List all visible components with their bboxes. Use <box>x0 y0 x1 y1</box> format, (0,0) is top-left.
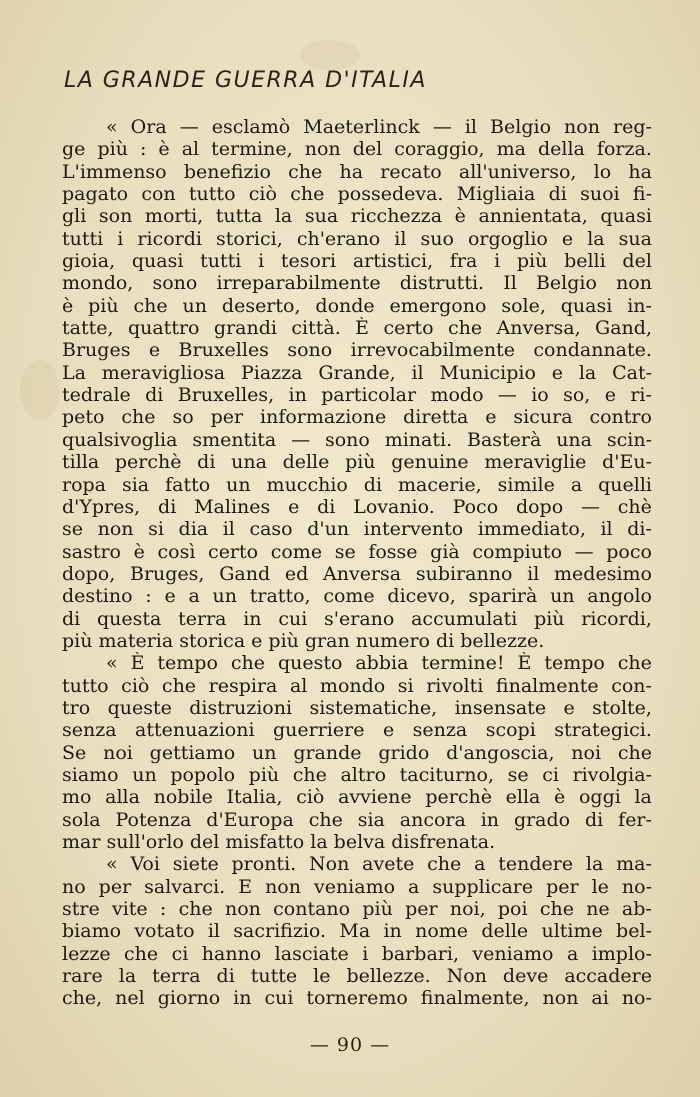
text-line: Se noi gettiamo un grande grido d'angoscia, noi che <box>62 741 652 764</box>
text-line: mondo, sono irreparabilmente distrutti. Il Belgio non <box>62 272 652 295</box>
text-line: sola Potenza d'Europa che sia ancora in grado di fer- <box>62 808 652 831</box>
text-line: biamo votato il sacrifizio. Ma in nome delle ultime bel- <box>62 920 652 943</box>
text-line: d'Ypres, di Malines e di Lovanio. Poco dopo — chè <box>62 495 652 518</box>
text-line: stre vite : che non contano più per noi, poi che ne ab- <box>62 898 652 921</box>
text-line: rare la terra di tutte le bellezze. Non deve accadere <box>62 965 652 988</box>
text-line: qualsivoglia smentita — sono minati. Basterà una scin- <box>62 428 652 451</box>
text-line: ropa sia fatto un mucchio di macerie, simile a quelli <box>62 473 652 496</box>
text-line: pagato con tutto ciò che possedeva. Migliaia di suoi fi- <box>62 183 652 206</box>
body-text <box>62 116 652 1010</box>
text-line: di questa terra in cui s'erano accumulati più ricordi, <box>62 607 652 630</box>
text-line: senza attenuazioni guerriere e senza scopi strategici. <box>62 719 652 742</box>
text-line: Bruges e Bruxelles sono irrevocabilmente condannate. <box>62 339 652 362</box>
text-line: tatte, quattro grandi città. È certo che Anversa, Gand, <box>62 317 652 340</box>
text-line: lezze che ci hanno lasciate i barbari, veniamo a implo- <box>62 942 652 965</box>
text-line: peto che so per informazione diretta e sicura contro <box>62 406 652 429</box>
text-line: è più che un deserto, donde emergono sole, quasi in- <box>62 294 652 317</box>
text-line: sastro è così certo come se fosse già compiuto — poco <box>62 540 652 563</box>
text-line: se non si dia il caso d'un intervento immediato, il di- <box>62 518 652 541</box>
page-number: — 90 — <box>309 1034 391 1056</box>
text-line: mar sull'orlo del misfatto la belva disfrenata. <box>62 831 496 853</box>
text-line: più materia storica e più gran numero di bellezze. <box>62 629 545 652</box>
text-line: dopo, Bruges, Gand ed Anversa subiranno il medesimo <box>62 562 652 585</box>
text-line: no per salvarci. E non veniamo a supplicare per le no- <box>62 875 652 898</box>
paper-stain <box>300 40 360 70</box>
text-line: tedrale di Bruxelles, in particolar modo — io so, e ri- <box>62 384 652 407</box>
text-line: tutto ciò che respira al mondo si rivolti finalmente con- <box>62 674 652 697</box>
text-line: gli son morti, tutta la sua ricchezza è annientata, quasi <box>62 205 652 228</box>
text-line: gioia, quasi tutti i tesori artistici, fra i più belli del <box>62 250 652 273</box>
text-line: La meravigliosa Piazza Grande, il Municipio e la Cat- <box>62 361 652 384</box>
text-line: mo alla nobile Italia, ciò avviene perchè ella è oggi la <box>62 786 652 809</box>
text-line: « Voi siete pronti. Non avete che a tendere la ma- <box>106 853 652 876</box>
text-line: tro queste distruzioni sistematiche, insensate e stolte, <box>62 696 652 719</box>
text-line: « È tempo che questo abbia termine! È tempo che <box>106 652 652 675</box>
text-line: tilla perchè di una delle più genuine meraviglie d'Eu- <box>62 451 652 474</box>
text-line: L'immenso benefizio che ha recato all'universo, lo ha <box>62 160 652 183</box>
text-line: siamo un popolo più che altro taciturno, se ci rivolgia- <box>62 763 652 786</box>
running-head: LA GRANDE GUERRA D'ITALIA <box>64 68 427 93</box>
text-line: « Ora — esclamò Maeterlinck — il Belgio non reg- <box>106 116 652 138</box>
paper-stain <box>20 360 60 420</box>
text-line: destino : e a un tratto, come dicevo, sparirà un angolo <box>62 585 652 608</box>
text-line: ge più : è al termine, non del coraggio, ma della forza. <box>62 138 652 161</box>
text-line: tutti i ricordi storici, ch'erano il suo orgoglio e la sua <box>62 227 652 250</box>
text-line: che, nel giorno in cui torneremo finalmente, non ai no- <box>62 987 652 1010</box>
